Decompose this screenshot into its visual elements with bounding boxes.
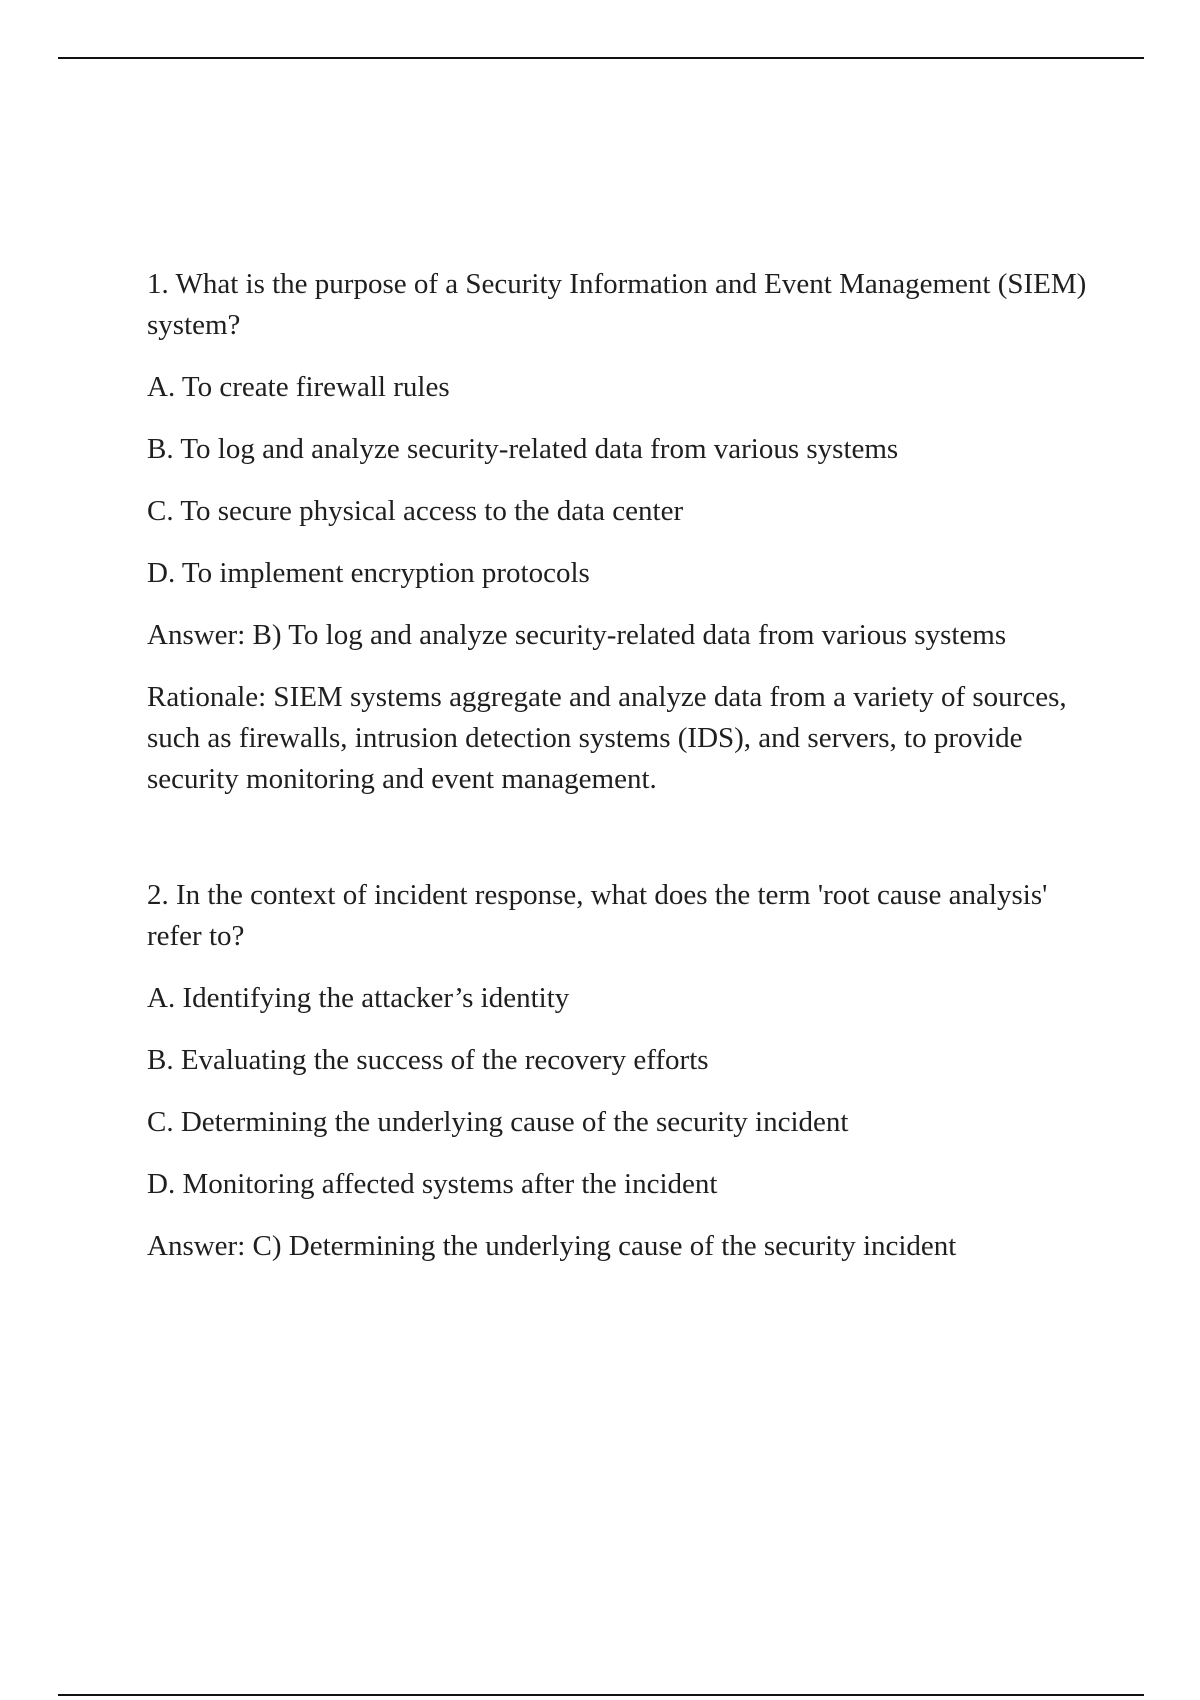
question-1-option-a: A. To create firewall rules xyxy=(147,371,450,403)
question-1-prompt: 1. What is the purpose of a Security Information and Event Management (SIEM) system? xyxy=(147,268,1087,341)
question-2 xyxy=(147,875,1087,1267)
question-1-rationale: Rationale: SIEM systems aggregate and analyze data from a variety of sources, such as firewalls, intrusion detection systems (IDS), and servers, to provide security monitoring and event management. xyxy=(147,681,1067,795)
question-2-option-d: D. Monitoring affected systems after the incident xyxy=(147,1168,718,1200)
question-1 xyxy=(147,264,1087,800)
question-1-answer: Answer: B) To log and analyze security-related data from various systems xyxy=(147,619,1007,651)
top-rule xyxy=(58,57,1144,59)
question-content xyxy=(147,264,1087,1342)
question-2-prompt: 2. In the context of incident response, what does the term 'root cause analysis' refer to? xyxy=(147,879,1048,952)
question-1-option-d: D. To implement encryption protocols xyxy=(147,557,590,589)
question-2-answer: Answer: C) Determining the underlying cause of the security incident xyxy=(147,1230,957,1262)
question-1-option-b: B. To log and analyze security-related data from various systems xyxy=(147,433,899,465)
question-1-option-c: C. To secure physical access to the data center xyxy=(147,495,684,527)
question-2-option-b: B. Evaluating the success of the recovery efforts xyxy=(147,1044,709,1076)
question-2-option-c: C. Determining the underlying cause of the security incident xyxy=(147,1106,849,1138)
question-2-option-a: A. Identifying the attacker’s identity xyxy=(147,982,570,1014)
bottom-rule xyxy=(58,1694,1144,1696)
